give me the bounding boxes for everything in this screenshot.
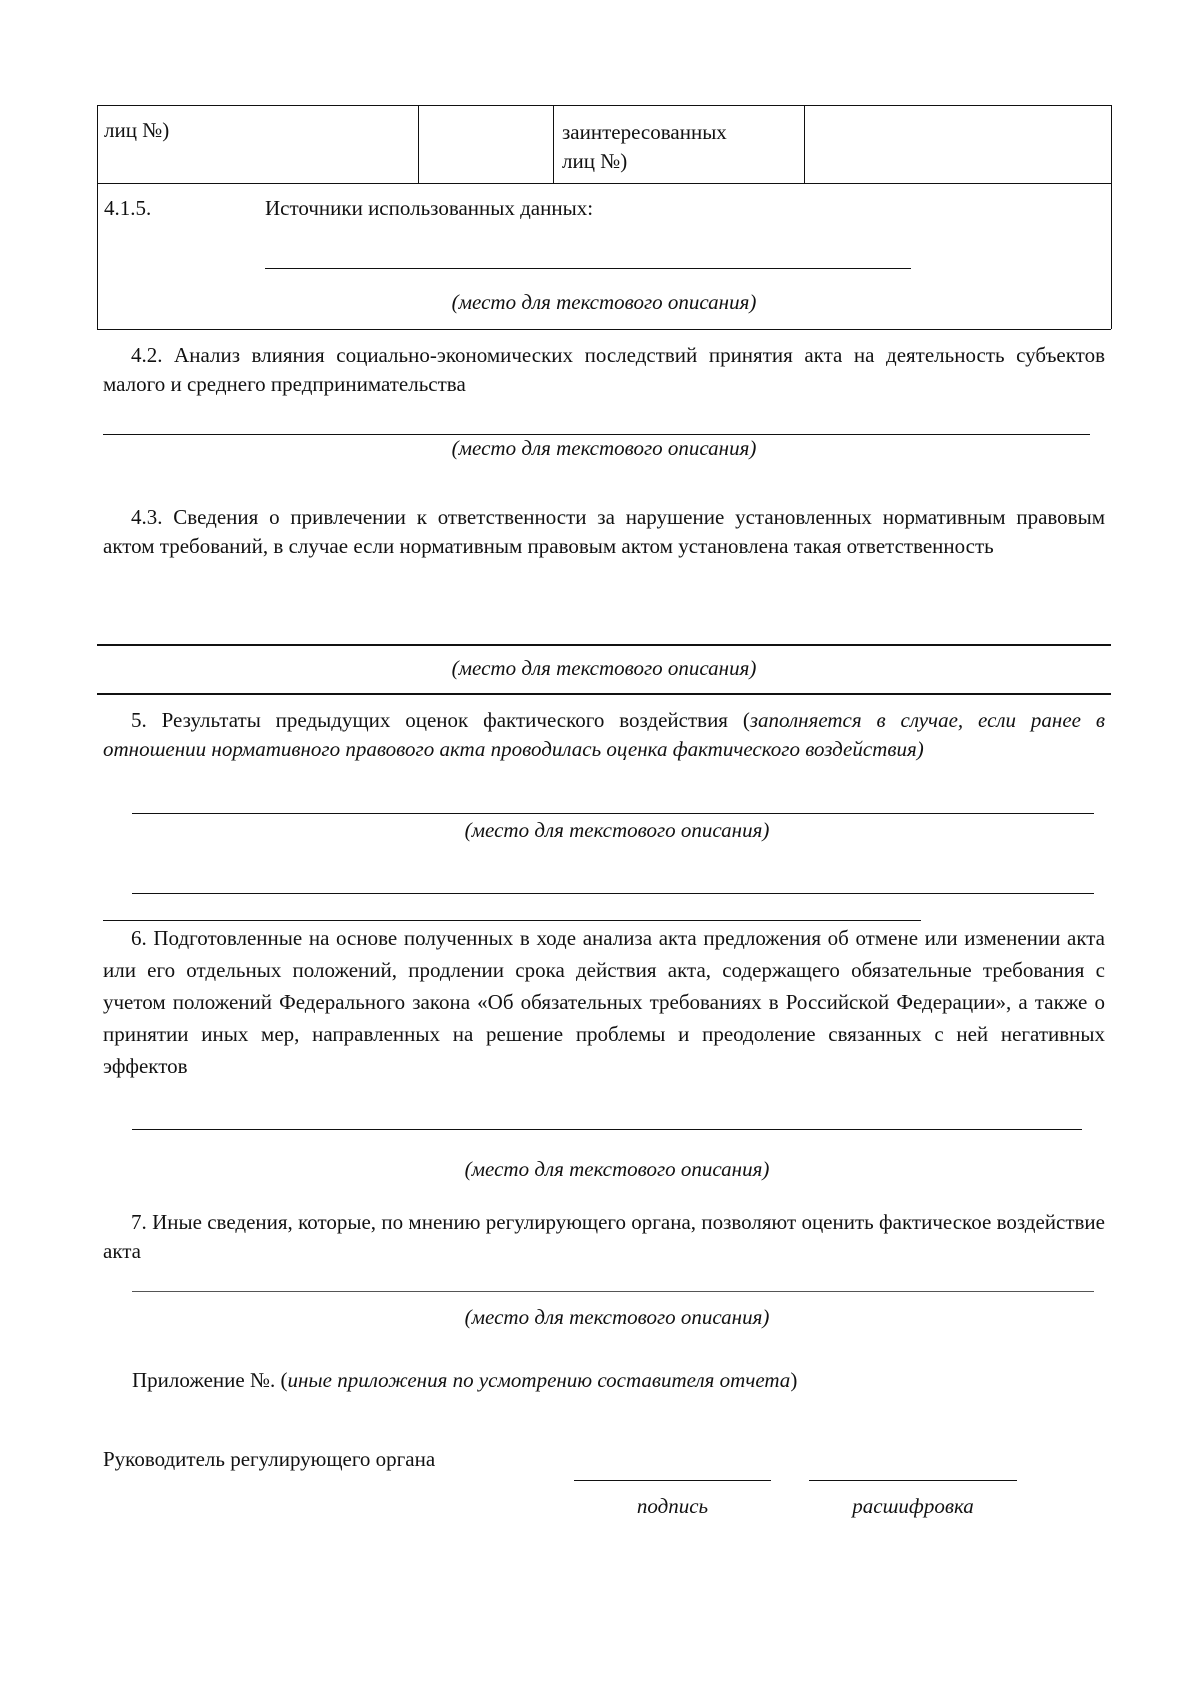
table-caption: (место для текстового описания) xyxy=(451,290,757,314)
signature-line xyxy=(574,1480,771,1481)
section-6-text-content: 6. Подготовленные на основе полученных в ходе анализа акта предложения об отмене или изменении акта или его отдельных положений, продлении срока действия акта, содержащего обязательные требования с учетом положений Федерального закона «Об обязательных требованиях в Российской Федерации», а также о принятии иных мер, направленных на решение проблемы и преодоление связанных с ней негативных эффектов xyxy=(103,926,1105,1078)
section-4-3-text xyxy=(103,503,1105,561)
section-6-text xyxy=(103,922,1105,1082)
section-4-3-text-content: 4.3. Сведения о привлечении к ответственности за нарушение установленных нормативным правовым актом требований, в случае если нормативным правовым актом установлена такая ответственность xyxy=(103,505,1105,558)
table-item-number: 4.1.5. xyxy=(104,196,152,220)
decode-label: расшифровка xyxy=(852,1494,974,1518)
section-7-text-content: 7. Иные сведения, которые, по мнению регулирующего органа, позволяют оценить фактическое воздействие акта xyxy=(103,1210,1105,1263)
section-6-caption: (место для текстового описания) xyxy=(464,1157,770,1181)
section-5-text xyxy=(103,706,1105,764)
section-5-text-italic: заполняется в случае, если ранее в отношении нормативного правового акта проводилась оценка фактического воздействия) xyxy=(103,708,1105,761)
section-4-3-caption: (место для текстового описания) xyxy=(451,656,757,680)
table-cell-r1c1: лиц №) xyxy=(104,118,170,142)
table-cell-r1c3: заинтересованных лиц №) xyxy=(562,120,727,173)
appendix-suffix: ) xyxy=(790,1368,798,1392)
appendix-prefix: Приложение №. ( xyxy=(132,1368,288,1392)
appendix-italic: иные приложения по усмотрению составителя отчета xyxy=(287,1368,791,1392)
section-4-2-text xyxy=(103,341,1105,399)
decode-line xyxy=(809,1480,1017,1481)
table-item-label: Источники использованных данных: xyxy=(265,196,594,220)
section-7-caption: (место для текстового описания) xyxy=(464,1305,770,1329)
section-7-text xyxy=(103,1208,1105,1266)
section-4-2-caption: (место для текстового описания) xyxy=(451,436,757,460)
section-5-caption: (место для текстового описания) xyxy=(464,818,770,842)
signature-label: подпись xyxy=(636,1494,709,1518)
table-fill-line xyxy=(265,268,911,269)
section-4-2-text-content: 4.2. Анализ влияния социально-экономических последствий принятия акта на деятельность субъектов малого и среднего предпринимательства xyxy=(103,343,1105,396)
signatory-role: Руководитель регулирующего органа xyxy=(103,1447,436,1471)
appendix-line xyxy=(132,1368,797,1393)
section-5-text-normal: 5. Результаты предыдущих оценок фактического воздействия ( xyxy=(131,708,750,732)
